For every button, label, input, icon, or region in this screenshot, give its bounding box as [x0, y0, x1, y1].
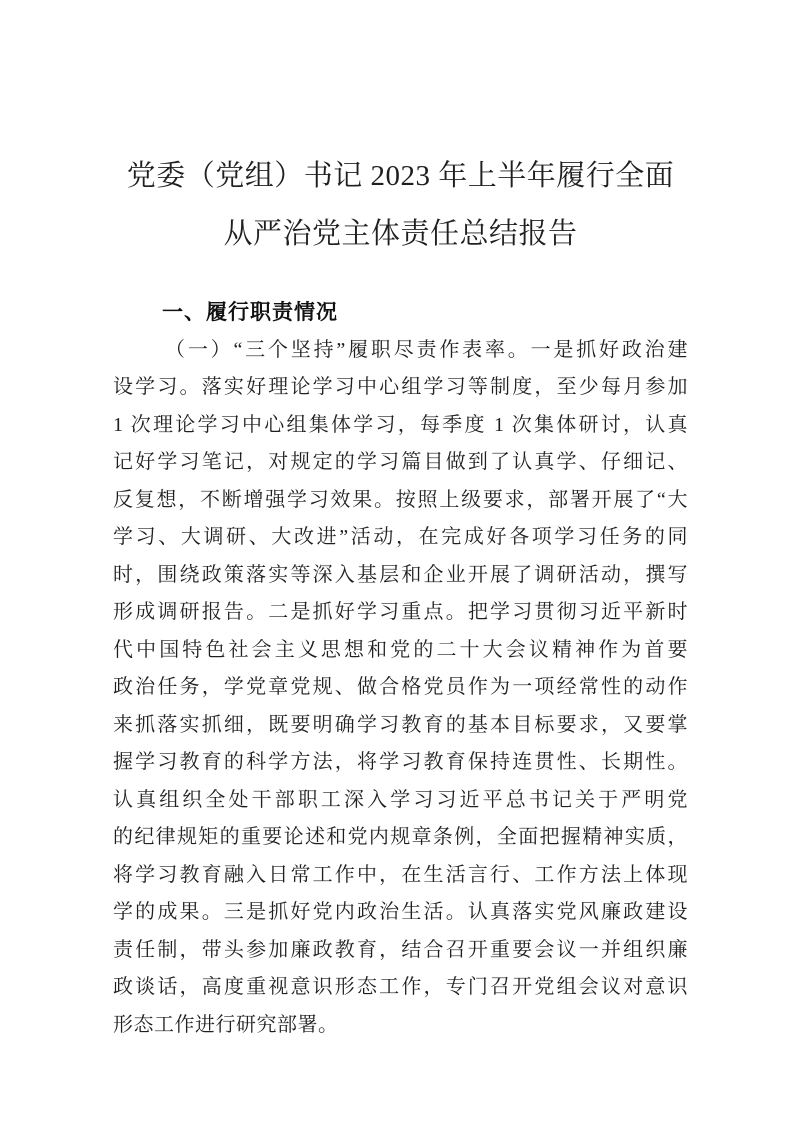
paragraph-line: 代中国特色社会主义思想和党的二十大会议精神作为首要: [113, 638, 688, 661]
paragraph-line: 认真组织全处干部职工深入学习习近平总书记关于严明党: [113, 788, 688, 811]
paragraph-line: 设学习。落实好理论学习中心组学习等制度，至少每月参加: [113, 376, 688, 399]
section-heading: 一、履行职责情况: [162, 301, 338, 325]
paragraph-line: 记好学习笔记，对规定的学习篇目做到了认真学、仔细记、: [113, 451, 688, 474]
paragraph-line: 政谈话，高度重视意识形态工作，专门召开党组会议对意识: [113, 976, 688, 999]
paragraph-line: 将学习教育融入日常工作中，在生活言行、工作方法上体现: [113, 863, 688, 886]
paragraph-line: 握学习教育的科学方法，将学习教育保持连贯性、长期性。: [113, 751, 688, 774]
paragraph-line: 学的成果。三是抓好党内政治生活。认真落实党风廉政建设: [113, 901, 688, 924]
paragraph-line: 学习、大调研、大改进”活动，在完成好各项学习任务的同: [113, 526, 688, 549]
paragraph-line: 1 次理论学习中心组集体学习，每季度 1 次集体研讨，认真: [113, 413, 688, 436]
paragraph-line: 来抓落实抓细，既要明确学习教育的基本目标要求，又要掌: [113, 713, 688, 736]
body-paragraph: [113, 332, 688, 1045]
paragraph-line: 政治任务，学党章党规、做合格党员作为一项经常性的动作: [113, 676, 688, 699]
paragraph-line: 时，围绕政策落实等深入基层和企业开展了调研活动，撰写: [113, 563, 688, 586]
document-title: [113, 147, 688, 263]
paragraph-line: 责任制，带头参加廉政教育，结合召开重要会议一并组织廉: [113, 938, 688, 961]
paragraph-line: （一）“三个坚持”履职尽责作表率。一是抓好政治建: [165, 338, 688, 361]
paragraph-line: 形成调研报告。二是抓好学习重点。把学习贯彻习近平新时: [113, 601, 688, 624]
paragraph-line: 的纪律规矩的重要论述和党内规章条例，全面把握精神实质，: [113, 826, 688, 849]
document-title-line-2: 从严治党主体责任总结报告: [223, 218, 578, 251]
document-title-line-1: 党委（党组）书记 2023 年上半年履行全面: [126, 160, 675, 193]
paragraph-line: 形态工作进行研究部署。: [113, 1013, 339, 1036]
paragraph-line: 反复想，不断增强学习效果。按照上级要求，部署开展了“大: [113, 488, 688, 511]
